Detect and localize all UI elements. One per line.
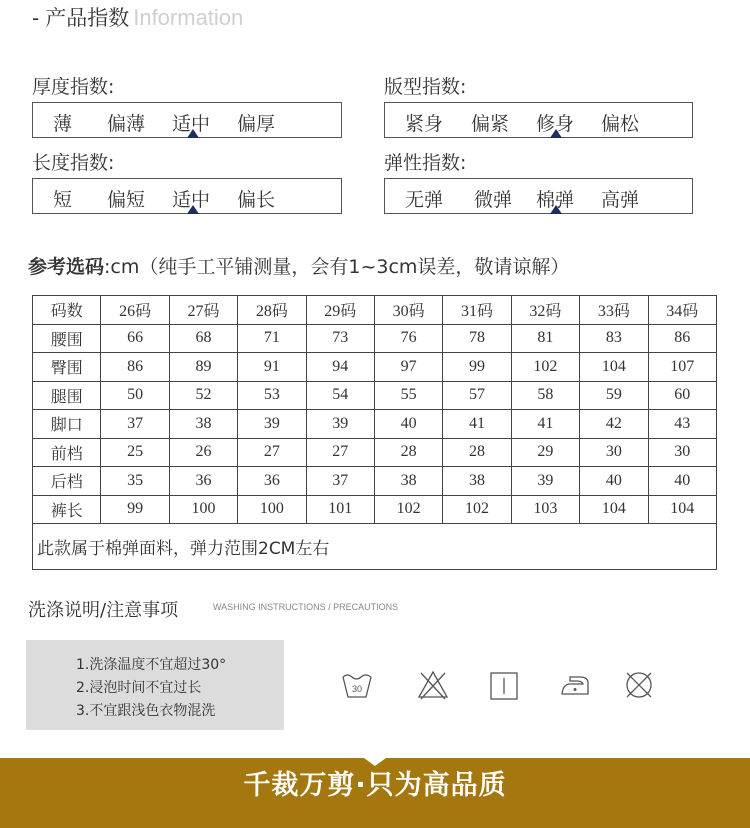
table-cell: 94 (306, 353, 374, 382)
table-header-cell: 27码 (169, 296, 237, 325)
table-row-label: 腿围 (33, 381, 101, 410)
table-cell: 99 (101, 495, 169, 524)
care-instruction: 2.浸泡时间不宜过长 (76, 680, 202, 696)
table-cell: 86 (101, 353, 169, 382)
table-cell: 39 (238, 410, 306, 439)
table-cell: 41 (511, 410, 579, 439)
table-cell: 54 (306, 381, 374, 410)
table-note-row (33, 524, 717, 570)
table-cell: 107 (648, 353, 716, 382)
table-row (33, 353, 717, 382)
table-cell: 30 (580, 438, 648, 467)
table-header-row (33, 296, 717, 325)
table-cell: 52 (169, 381, 237, 410)
table-cell: 78 (443, 324, 511, 353)
table-header-cell: 31码 (443, 296, 511, 325)
table-header-cell: 29码 (306, 296, 374, 325)
table-cell: 39 (511, 467, 579, 496)
fit-selected-marker (550, 129, 562, 138)
table-header-cell: 码数 (33, 296, 101, 325)
table-cell: 37 (101, 410, 169, 439)
thickness-option: 偏薄 (107, 113, 146, 135)
table-row-label: 裤长 (33, 495, 101, 524)
care-instruction: 3.不宜跟浅色衣物混洗 (76, 703, 216, 719)
table-cell: 99 (443, 353, 511, 382)
table-cell: 73 (306, 324, 374, 353)
table-cell: 104 (648, 495, 716, 524)
header-title-en: Information (133, 5, 244, 30)
table-cell: 102 (511, 353, 579, 382)
table-cell: 38 (443, 467, 511, 496)
table-row (33, 467, 717, 496)
table-cell: 89 (169, 353, 237, 382)
table-cell: 40 (648, 467, 716, 496)
table-cell: 101 (306, 495, 374, 524)
table-cell: 97 (374, 353, 442, 382)
table-row (33, 410, 717, 439)
table-cell: 104 (580, 495, 648, 524)
care-instruction: 1.洗涤温度不宜超过30° (76, 657, 227, 673)
table-cell: 100 (169, 495, 237, 524)
table-cell: 36 (238, 467, 306, 496)
fit-option: 紧身 (405, 113, 444, 135)
elasticity-index-box (384, 178, 693, 214)
table-row-label: 腰围 (33, 324, 101, 353)
table-cell: 26 (169, 438, 237, 467)
length-selected-marker (187, 205, 199, 214)
table-cell: 28 (374, 438, 442, 467)
fit-index-box (384, 102, 693, 138)
table-row (33, 438, 717, 467)
table-cell: 66 (101, 324, 169, 353)
table-cell: 35 (101, 467, 169, 496)
table-cell: 40 (580, 467, 648, 496)
table-cell: 68 (169, 324, 237, 353)
table-row-label: 脚口 (33, 410, 101, 439)
size-table-title-note: :cm（纯手工平铺测量，会有1~3cm误差，敬请谅解） (104, 256, 570, 278)
table-row-label: 后档 (33, 467, 101, 496)
table-cell: 38 (169, 410, 237, 439)
table-cell: 43 (648, 410, 716, 439)
table-cell: 86 (648, 324, 716, 353)
footer-slogan: 千裁万剪·只为高品质 (243, 770, 507, 801)
elasticity-option: 高弹 (601, 189, 640, 211)
wash-30-icon (340, 668, 374, 702)
thickness-label: 厚度指数: (32, 76, 115, 98)
table-cell: 29 (511, 438, 579, 467)
table-cell: 71 (238, 324, 306, 353)
header-dash: - (32, 6, 40, 30)
elasticity-label: 弹性指数: (384, 152, 467, 174)
table-cell: 91 (238, 353, 306, 382)
thickness-option: 薄 (53, 113, 73, 135)
table-cell: 81 (511, 324, 579, 353)
table-header-cell: 34码 (648, 296, 716, 325)
fit-option: 偏紧 (471, 113, 510, 135)
thickness-index-box (32, 102, 342, 138)
section-header (32, 2, 243, 32)
table-cell: 58 (511, 381, 579, 410)
thickness-option-selected: 适中 (172, 113, 211, 135)
table-cell: 102 (374, 495, 442, 524)
size-table-title-bold: 参考选码 (28, 256, 105, 278)
washing-title: 洗涤说明/注意事项 (28, 600, 179, 621)
table-cell: 41 (443, 410, 511, 439)
table-cell: 36 (169, 467, 237, 496)
fabric-note: 此款属于棉弹面料，弹力范围2CM左右 (33, 524, 717, 570)
table-cell: 53 (238, 381, 306, 410)
table-cell: 30 (648, 438, 716, 467)
fit-label: 版型指数: (384, 76, 467, 98)
table-cell: 76 (374, 324, 442, 353)
elasticity-option: 无弹 (405, 189, 444, 211)
table-cell: 28 (443, 438, 511, 467)
table-row-label: 臀围 (33, 353, 101, 382)
fit-option: 偏松 (601, 113, 640, 135)
header-title: 产品指数 (45, 6, 130, 30)
thickness-selected-marker (187, 129, 199, 138)
table-cell: 42 (580, 410, 648, 439)
table-cell: 60 (648, 381, 716, 410)
table-cell: 37 (306, 467, 374, 496)
table-cell: 27 (238, 438, 306, 467)
table-cell: 55 (374, 381, 442, 410)
table-cell: 25 (101, 438, 169, 467)
table-cell: 103 (511, 495, 579, 524)
elasticity-selected-marker (550, 205, 562, 214)
table-header-cell: 30码 (374, 296, 442, 325)
table-cell: 27 (306, 438, 374, 467)
table-header-cell: 28码 (238, 296, 306, 325)
no-dry-clean-icon (622, 668, 656, 702)
washing-title-en: WASHING INSTRUCTIONS / PRECAUTIONS (213, 602, 399, 612)
elasticity-option: 微弹 (474, 189, 513, 211)
table-header-cell: 32码 (511, 296, 579, 325)
size-table (32, 295, 717, 570)
table-row-label: 前档 (33, 438, 101, 467)
table-cell: 50 (101, 381, 169, 410)
table-header-cell: 26码 (101, 296, 169, 325)
table-header-cell: 33码 (580, 296, 648, 325)
care-instructions-box (26, 640, 284, 730)
table-cell: 83 (580, 324, 648, 353)
elasticity-option-selected: 棉弹 (536, 189, 575, 211)
length-label: 长度指数: (32, 152, 115, 174)
length-option: 偏长 (237, 189, 276, 211)
table-cell: 57 (443, 381, 511, 410)
wash-temp-label: 30 (351, 684, 363, 694)
table-cell: 40 (374, 410, 442, 439)
table-cell: 104 (580, 353, 648, 382)
length-option: 偏短 (107, 189, 146, 211)
table-cell: 100 (238, 495, 306, 524)
no-bleach-icon (416, 668, 450, 702)
line-dry-icon (487, 668, 521, 702)
table-cell: 39 (306, 410, 374, 439)
size-table-title (28, 252, 569, 279)
table-cell: 102 (443, 495, 511, 524)
table-cell: 38 (374, 467, 442, 496)
table-row (33, 381, 717, 410)
length-option-selected: 适中 (172, 189, 211, 211)
low-iron-icon (558, 668, 592, 702)
length-index-box (32, 178, 342, 214)
fit-option-selected: 修身 (536, 113, 575, 135)
table-row (33, 324, 717, 353)
thickness-option: 偏厚 (237, 113, 276, 135)
table-cell: 59 (580, 381, 648, 410)
length-option: 短 (53, 189, 73, 211)
table-row (33, 495, 717, 524)
